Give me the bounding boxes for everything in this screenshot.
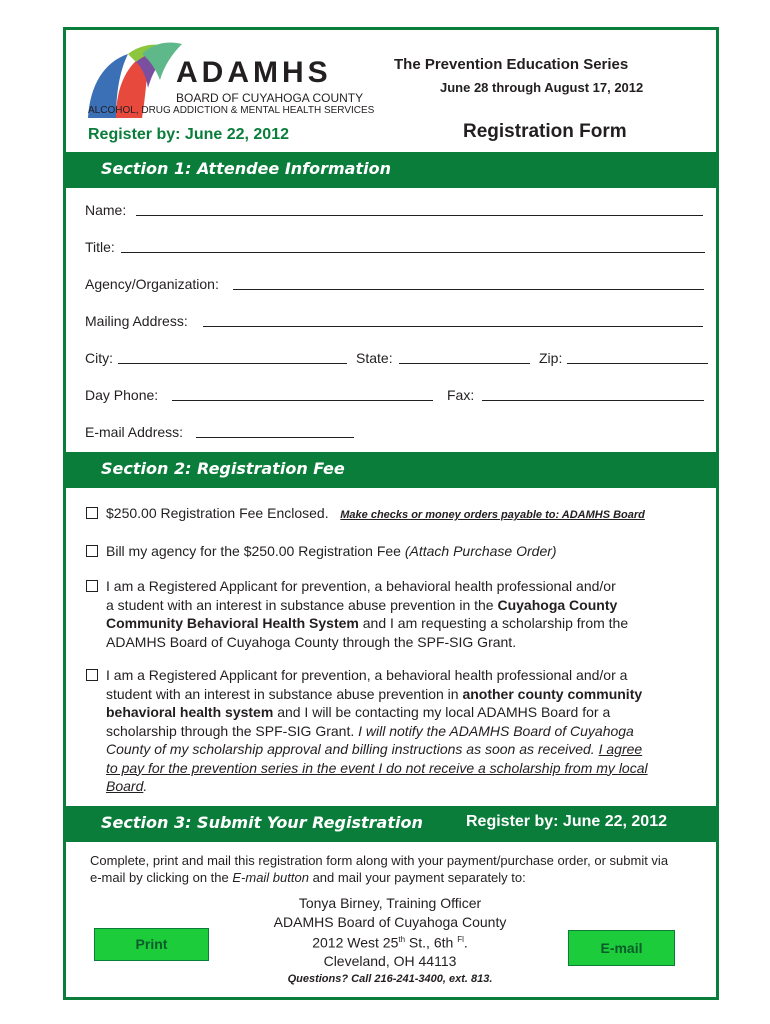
section1-title: Section 1: Attendee Information <box>101 159 391 178</box>
logo-services: ALCOHOL, DRUG ADDICTION & MENTAL HEALTH SERVICES <box>88 105 375 116</box>
day-phone-label: Day Phone: <box>85 387 159 403</box>
fee-enclosed-text: $250.00 Registration Fee Enclosed. Make checks or money orders payable to: ADAMHS Board <box>106 505 645 521</box>
day-phone-field[interactable] <box>172 400 433 401</box>
cuyahoga-scholarship-checkbox[interactable] <box>86 580 98 592</box>
address-line1: Tonya Birney, Training Officer <box>298 895 482 911</box>
name-field[interactable] <box>136 215 703 216</box>
fee-enclosed-checkbox[interactable] <box>86 507 98 519</box>
logo-board: BOARD OF CUYAHOGA COUNTY <box>176 91 364 105</box>
zip-field[interactable] <box>567 363 708 364</box>
logo-name: ADAMHS <box>176 56 332 89</box>
bill-agency-checkbox[interactable] <box>86 545 98 557</box>
city-label: City: <box>85 350 113 366</box>
email-field[interactable] <box>196 437 354 438</box>
section3-title: Section 3: Submit Your Registration <box>101 813 423 832</box>
register-by-top: Register by: June 22, 2012 <box>88 126 289 143</box>
zip-label: Zip: <box>539 350 563 366</box>
section1-header <box>66 152 716 188</box>
agency-field[interactable] <box>233 289 704 290</box>
other-county-scholarship-checkbox[interactable] <box>86 669 98 681</box>
series-dates: June 28 through August 17, 2012 <box>440 80 644 95</box>
mailing-field[interactable] <box>203 326 703 327</box>
mailing-label: Mailing Address: <box>85 313 188 329</box>
print-button[interactable]: Print <box>94 928 209 961</box>
address-line2: ADAMHS Board of Cuyahoga County <box>273 913 507 930</box>
title-label: Title: <box>85 239 115 255</box>
address-line3: 2012 West 25th St., 6th $^{Fl}$. <box>312 934 468 951</box>
email-label: E-mail Address: <box>85 424 184 440</box>
register-by-bottom: Register by: June 22, 2012 <box>466 813 667 830</box>
fax-label: Fax: <box>447 387 475 403</box>
fax-field[interactable] <box>482 400 704 401</box>
submit-instructions: Complete, print and mail this registration form along with your payment/purchase order, or submit via e-mail by clicking on the E-mail button and mail your payment separately to: <box>90 853 669 885</box>
cuyahoga-scholarship-text: I am a Registered Applicant for prevention, a behavioral health professional and/or a student with an interest in substance abuse prevention in the Cuyahoga County Community Behavioral Health System and I am requesting a scholarship from the ADAMHS Board of Cuyahoga County through the SPF-SIG Grant. <box>106 578 629 650</box>
questions-contact: Questions? Call 216-241-3400, ext. 813. <box>287 973 493 985</box>
payable-note: Make checks or money orders payable to: ADAMHS Board <box>340 509 645 521</box>
section3-header <box>66 806 716 842</box>
bill-agency-text: Bill my agency for the $250.00 Registration Fee (Attach Purchase Order) <box>106 543 557 559</box>
address-line4: Cleveland, OH 44113 <box>323 953 457 970</box>
title-field[interactable] <box>121 252 705 253</box>
section2-title: Section 2: Registration Fee <box>101 459 345 478</box>
state-label: State: <box>356 350 393 366</box>
email-button[interactable]: E-mail <box>568 930 675 966</box>
city-field[interactable] <box>118 363 347 364</box>
form-title: Registration Form <box>463 121 627 142</box>
state-field[interactable] <box>399 363 530 364</box>
agency-label: Agency/Organization: <box>85 276 219 292</box>
section2-header <box>66 452 716 488</box>
other-county-scholarship-text: I am a Registered Applicant for prevention, a behavioral health professional and/or a student with an interest in substance abuse prevention in another county community behavioral health system and I will be contacting my local ADAMHS Board for a scholarship through the SPF-SIG Grant. I will notify the ADAMHS Board of Cuyahoga County of my scholarship approval and billing instructions as soon as received. I agree to pay for the prevention series in the event I do not receive a scholarship from my local Board. <box>106 667 648 794</box>
mailing-address-block <box>240 894 540 971</box>
name-label: Name: <box>85 202 127 218</box>
series-title: The Prevention Education Series <box>394 56 629 73</box>
